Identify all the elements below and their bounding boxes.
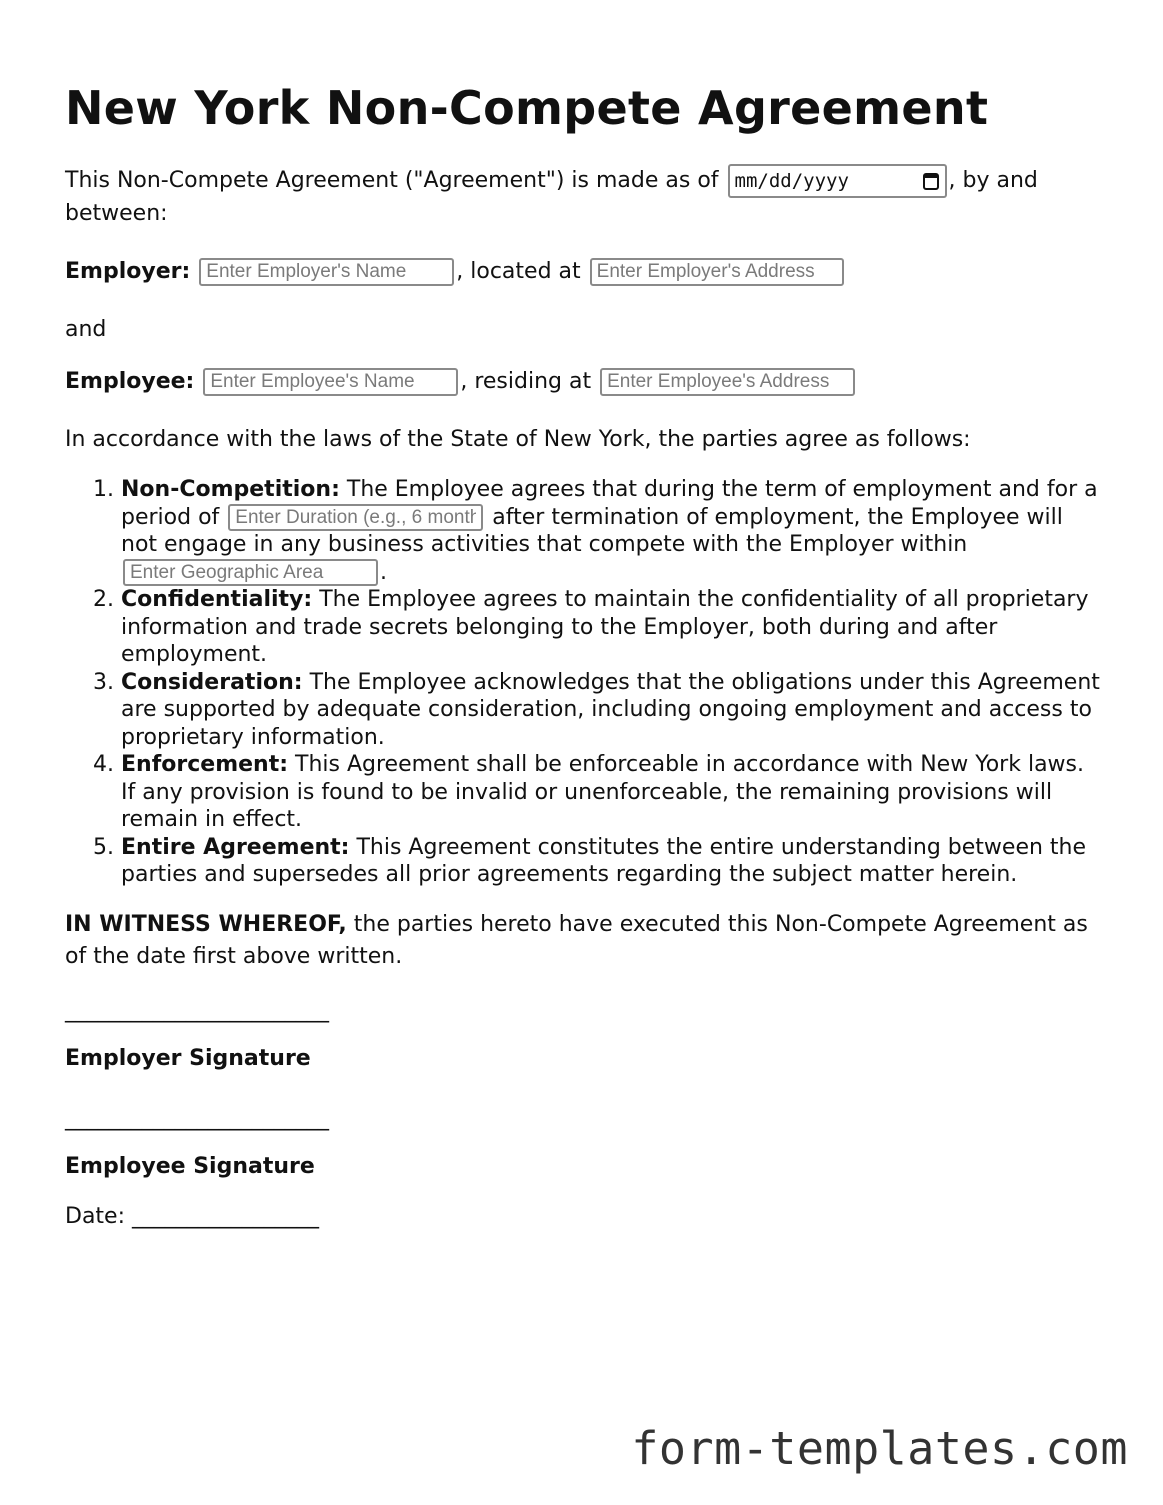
clause-text: The Employee acknowledges that the obligations under this Agreement are supported by adequate consideration, including ongoing employment and access to proprietary information. — [121, 669, 1100, 750]
agreement-date-input[interactable] — [728, 164, 947, 198]
preamble: In accordance with the laws of the State of New York, the parties agree as follows: — [65, 427, 971, 452]
agreement-document — [65, 78, 1105, 1231]
calendar-icon[interactable] — [923, 173, 939, 190]
employee-signature-line: ________________________ — [65, 1105, 329, 1131]
employer-address-input[interactable] — [590, 258, 844, 286]
date-line — [65, 1203, 1105, 1231]
clause-text: The Employee agrees to maintain the confidentiality of all proprietary information and trade secrets belonging to the Employer, both during and after employment. — [121, 587, 1089, 667]
clause-text: This Agreement shall be enforceable in accordance with New York laws. If any provision is found to be invalid or unenforceable, the remaining provisions will remain in effect. — [121, 752, 1084, 832]
clause-title: Confidentiality: — [121, 587, 313, 612]
clause-title: Consideration: — [121, 669, 303, 695]
clause-text: . — [380, 559, 387, 585]
employee-line — [65, 366, 1105, 398]
intro-text-before-date: This Non-Compete Agreement ("Agreement") is made as of — [65, 168, 719, 193]
clause-text: after termination of employment, the Employee will not engage in any business activities that compete with the Employer within — [121, 504, 1063, 557]
clause-enforcement — [121, 751, 1105, 834]
employee-address-input[interactable] — [600, 368, 855, 396]
date-label: Date: — [65, 1203, 125, 1229]
employee-connector: , residing at — [460, 369, 592, 394]
clause-list — [65, 476, 1105, 889]
employer-signature-line: ________________________ — [65, 997, 329, 1023]
intro-text-after-date: , by and between: — [65, 168, 1038, 226]
witness-bold: IN WITNESS WHEREOF, — [65, 911, 347, 937]
clause-consideration — [121, 669, 1105, 752]
clause-title: Entire Agreement: — [121, 834, 350, 860]
watermark: form-templates.com — [631, 1422, 1128, 1475]
clause-text: This Agreement constitutes the entire understanding between the parties and supersedes all prior agreements regarding the subject matter herein. — [121, 834, 1087, 887]
employee-name-input[interactable] — [203, 368, 458, 396]
date-placeholder: mm/dd/yyyy — [734, 170, 849, 192]
clause-non-competition — [121, 476, 1105, 586]
employer-label: Employer: — [65, 259, 191, 284]
employer-name-input[interactable] — [199, 258, 454, 286]
clause-text: The Employee agrees that during the term of employment and for a period of — [121, 477, 1098, 530]
and-text: and — [65, 317, 107, 342]
witness-paragraph — [65, 909, 1105, 973]
witness-text: the parties hereto have executed this Non-Compete Agreement as of the date first above written. — [65, 911, 1088, 969]
clause-confidentiality — [121, 586, 1105, 669]
employer-line — [65, 256, 1105, 288]
clause-title: Non-Competition: — [121, 477, 340, 502]
duration-input[interactable] — [228, 504, 483, 531]
geographic-area-input[interactable] — [123, 559, 378, 586]
intro-paragraph — [65, 164, 1105, 230]
clause-entire-agreement — [121, 834, 1105, 889]
clause-title: Enforcement: — [121, 752, 289, 777]
employee-label: Employee: — [65, 369, 195, 394]
document-title: New York Non-Compete Agreement — [65, 81, 989, 135]
employer-signature-label: Employer Signature — [65, 1045, 311, 1071]
employee-signature-label: Employee Signature — [65, 1153, 315, 1179]
date-blank: _________________ — [132, 1203, 319, 1229]
employer-connector: , located at — [456, 259, 581, 284]
